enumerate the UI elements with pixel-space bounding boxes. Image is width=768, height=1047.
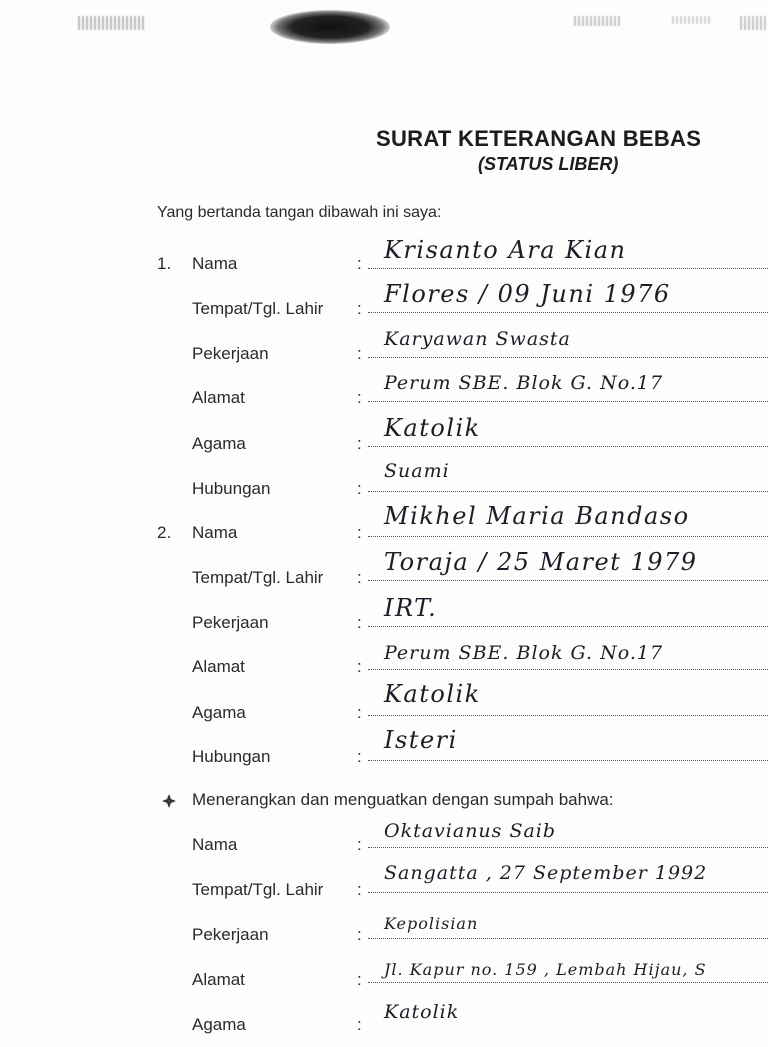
handwritten-value: Isteri <box>384 726 458 754</box>
diamond-bullet-icon <box>161 793 177 809</box>
handwritten-value: Flores / 09 Juni 1976 <box>384 280 671 308</box>
dotted-line <box>368 446 768 447</box>
handwritten-value: Kepolisian <box>384 914 479 933</box>
field-colon: : <box>357 434 362 453</box>
handwritten-value: Suami <box>384 460 450 482</box>
dotted-line <box>368 715 768 716</box>
handwritten-value: IRT. <box>384 594 438 622</box>
dotted-line <box>368 982 768 983</box>
dotted-line <box>368 536 768 537</box>
field-colon: : <box>357 880 362 899</box>
field-label: Alamat <box>192 388 245 407</box>
field-colon: : <box>357 568 362 587</box>
dotted-line <box>368 892 768 893</box>
field-colon: : <box>357 657 362 676</box>
field-label: Hubungan <box>192 479 271 498</box>
form-row-alamat <box>0 958 768 1002</box>
field-label: Pekerjaan <box>192 925 269 944</box>
field-label: Agama <box>192 703 246 722</box>
field-colon: : <box>357 254 362 273</box>
handwritten-value: Katolik <box>384 414 481 442</box>
field-label: Tempat/Tgl. Lahir <box>192 299 324 318</box>
handwritten-value: Katolik <box>384 1001 460 1023</box>
form-row-agama <box>0 414 768 464</box>
document-title: SURAT KETERANGAN BEBAS <box>376 126 702 151</box>
field-colon: : <box>357 970 362 989</box>
dotted-line <box>368 760 768 761</box>
handwritten-value: Mikhel Maria Bandaso <box>384 502 690 530</box>
handwritten-value: Perum SBE. Blok G. No.17 <box>384 372 664 394</box>
field-colon: : <box>357 344 362 363</box>
field-label: Nama <box>192 523 238 542</box>
handwritten-value: Krisanto Ara Kian <box>384 236 627 264</box>
dotted-line <box>368 847 768 848</box>
field-label: Agama <box>192 434 246 453</box>
header-smudge-right <box>574 16 620 26</box>
header-smudge-right <box>740 16 768 30</box>
dotted-line <box>368 357 768 358</box>
form-row-tempat-tgl-lahir <box>0 862 768 912</box>
statement-text: Menerangkan dan menguatkan dengan sumpah bahwa: <box>192 790 614 809</box>
form-row-pekerjaan <box>0 594 768 644</box>
field-label: Pekerjaan <box>192 613 269 632</box>
field-label: Alamat <box>192 657 245 676</box>
dotted-line <box>368 401 768 402</box>
dotted-line <box>368 580 768 581</box>
handwritten-value: Jl. Kapur no. 159 , Lembah Hijau, S <box>384 960 707 979</box>
handwritten-value: Karyawan Swasta <box>384 328 571 350</box>
handwritten-value: Oktavianus Saib <box>384 820 557 842</box>
field-label: Nama <box>192 835 238 854</box>
dotted-line <box>368 626 768 627</box>
field-colon: : <box>357 613 362 632</box>
dotted-line <box>368 938 768 939</box>
handwritten-value: Katolik <box>384 680 481 708</box>
handwritten-value: Sangatta , 27 September 1992 <box>384 862 708 884</box>
field-colon: : <box>357 703 362 722</box>
header-smudge-center <box>270 10 390 44</box>
field-colon: : <box>357 925 362 944</box>
field-label: Nama <box>192 254 238 273</box>
field-colon: : <box>357 1015 362 1034</box>
handwritten-value: Toraja / 25 Maret 1979 <box>384 548 698 576</box>
header-smudge-left <box>78 16 144 30</box>
field-label: Agama <box>192 1015 246 1034</box>
form-row-tempat-tgl-lahir <box>0 280 768 330</box>
form-row-pekerjaan <box>0 912 768 956</box>
field-colon: : <box>357 835 362 854</box>
dotted-line <box>368 268 768 269</box>
field-label: Pekerjaan <box>192 344 269 363</box>
dotted-line <box>368 491 768 492</box>
field-colon: : <box>357 523 362 542</box>
field-label: Hubungan <box>192 747 271 766</box>
form-row-hubungan <box>0 726 768 778</box>
field-colon: : <box>357 299 362 318</box>
field-colon: : <box>357 479 362 498</box>
handwritten-value: Perum SBE. Blok G. No.17 <box>384 642 664 664</box>
document-subtitle: (STATUS LIBER) <box>478 154 619 174</box>
field-label: Tempat/Tgl. Lahir <box>192 880 324 899</box>
form-row-pekerjaan <box>0 330 768 374</box>
item-number: 1. <box>157 254 172 273</box>
dotted-line <box>368 312 768 313</box>
field-label: Tempat/Tgl. Lahir <box>192 568 324 587</box>
dotted-line <box>368 669 768 670</box>
header-smudge-right <box>672 16 710 24</box>
form-row-agama <box>0 1003 768 1047</box>
form-row-nama <box>0 236 768 284</box>
intro-text: Yang bertanda tangan dibawah ini saya: <box>157 204 442 221</box>
field-colon: : <box>357 388 362 407</box>
item-number: 2. <box>157 523 172 542</box>
field-label: Alamat <box>192 970 245 989</box>
form-row-nama <box>0 822 768 866</box>
field-colon: : <box>357 747 362 766</box>
